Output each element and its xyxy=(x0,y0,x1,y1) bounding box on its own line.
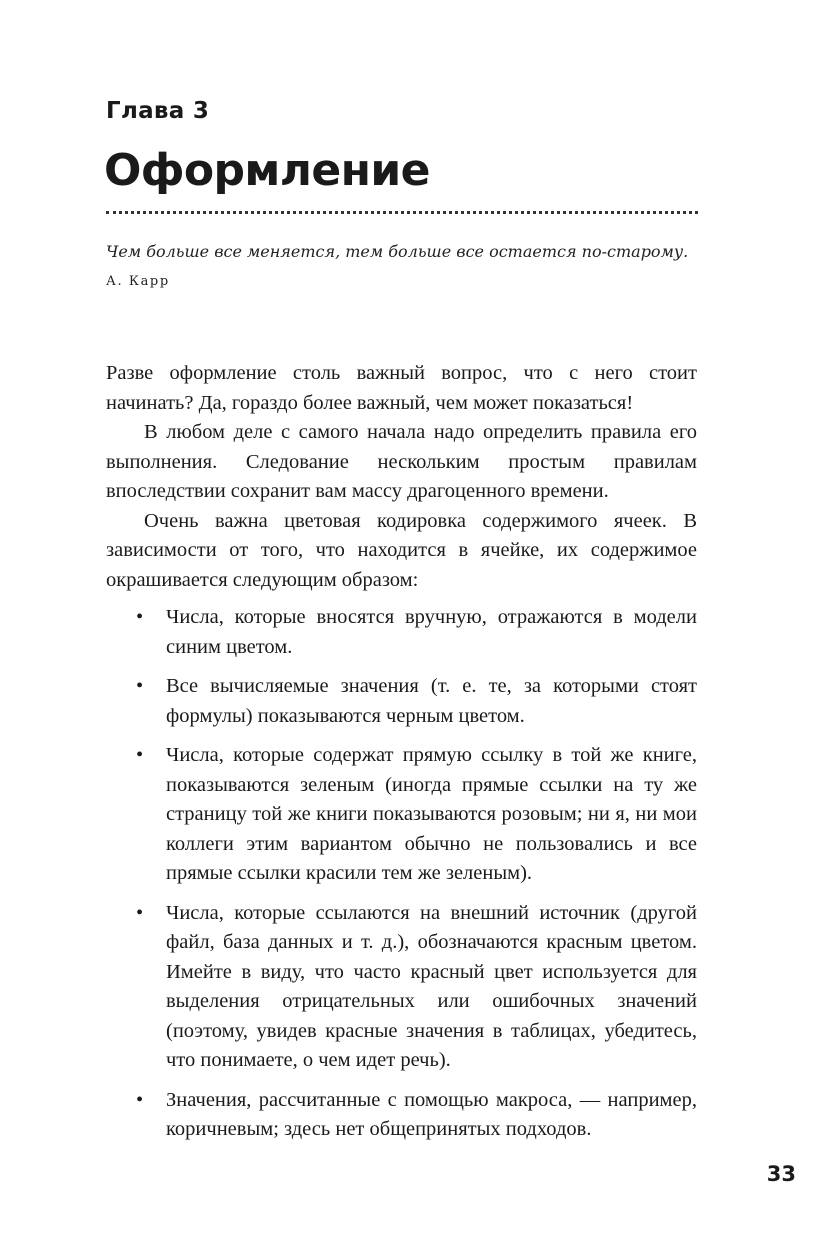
bullet-icon: • xyxy=(136,901,144,924)
list-item xyxy=(106,1086,697,1145)
list-item-text: Значения, рассчитанные с помощью макроса, — например, коричневым; здесь нет общепринятых подходов. xyxy=(166,1088,697,1140)
list-item-text: Все вычисляемые значения (т. е. те, за которыми стоят формулы) показываются черным цветом. xyxy=(166,675,697,727)
paragraph: Очень важна цветовая кодировка содержимого ячеек. В зависимости от того, что находится в ячейке, их содержимое окрашивается следующим образом: xyxy=(106,509,697,591)
epigraph-author: А. Карр xyxy=(106,274,170,289)
dotted-divider xyxy=(106,211,698,214)
list-item-text: Числа, которые содержат прямую ссылку в той же книге, показываются зеленым (иногда прямые ссылки на ту же страницу той же книги показываются розовым; ни я, ни мои коллеги этим вариантом обычно не пользовались и все прямые ссылки красили тем же зеленым). xyxy=(166,744,697,884)
paragraph: Разве оформление столь важный вопрос, что с него стоит начинать? Да, гораздо более важный, чем может показаться! xyxy=(106,362,697,414)
bullet-icon: • xyxy=(136,606,144,628)
epigraph-quote: Чем больше все меняется, тем больше все остается по-старому. xyxy=(106,242,689,261)
list-item-text: Числа, которые ссылаются на внешний источник (другой файл, база данных и т. д.), обозначаются красным цветом. Имейте в виду, что часто красный цвет используется для выделения отрицательных или ошибочных значений (поэтому, увидев красные значения в таблицах, убедитесь, что понимаете, о чем идет речь). xyxy=(166,901,697,1071)
page-number: 33 xyxy=(766,1162,796,1186)
list-item xyxy=(106,672,697,731)
list-item xyxy=(106,741,697,889)
bullet-icon: • xyxy=(136,1088,144,1111)
body-text xyxy=(106,359,697,1155)
chapter-title: Оформление xyxy=(104,145,430,196)
list-item xyxy=(106,603,697,662)
bullet-list xyxy=(106,603,697,1145)
list-item-text: Числа, которые вносятся вручную, отражаются в модели синим цветом. xyxy=(166,606,697,658)
paragraph: В любом деле с самого начала надо определить правила его выполнения. Следование нескольким простым правилам впоследствии сохранит вам массу драгоценного времени. xyxy=(106,421,697,502)
chapter-label: Глава 3 xyxy=(106,98,210,124)
bullet-icon: • xyxy=(136,744,144,766)
bullet-icon: • xyxy=(136,675,144,697)
list-item xyxy=(106,899,697,1076)
